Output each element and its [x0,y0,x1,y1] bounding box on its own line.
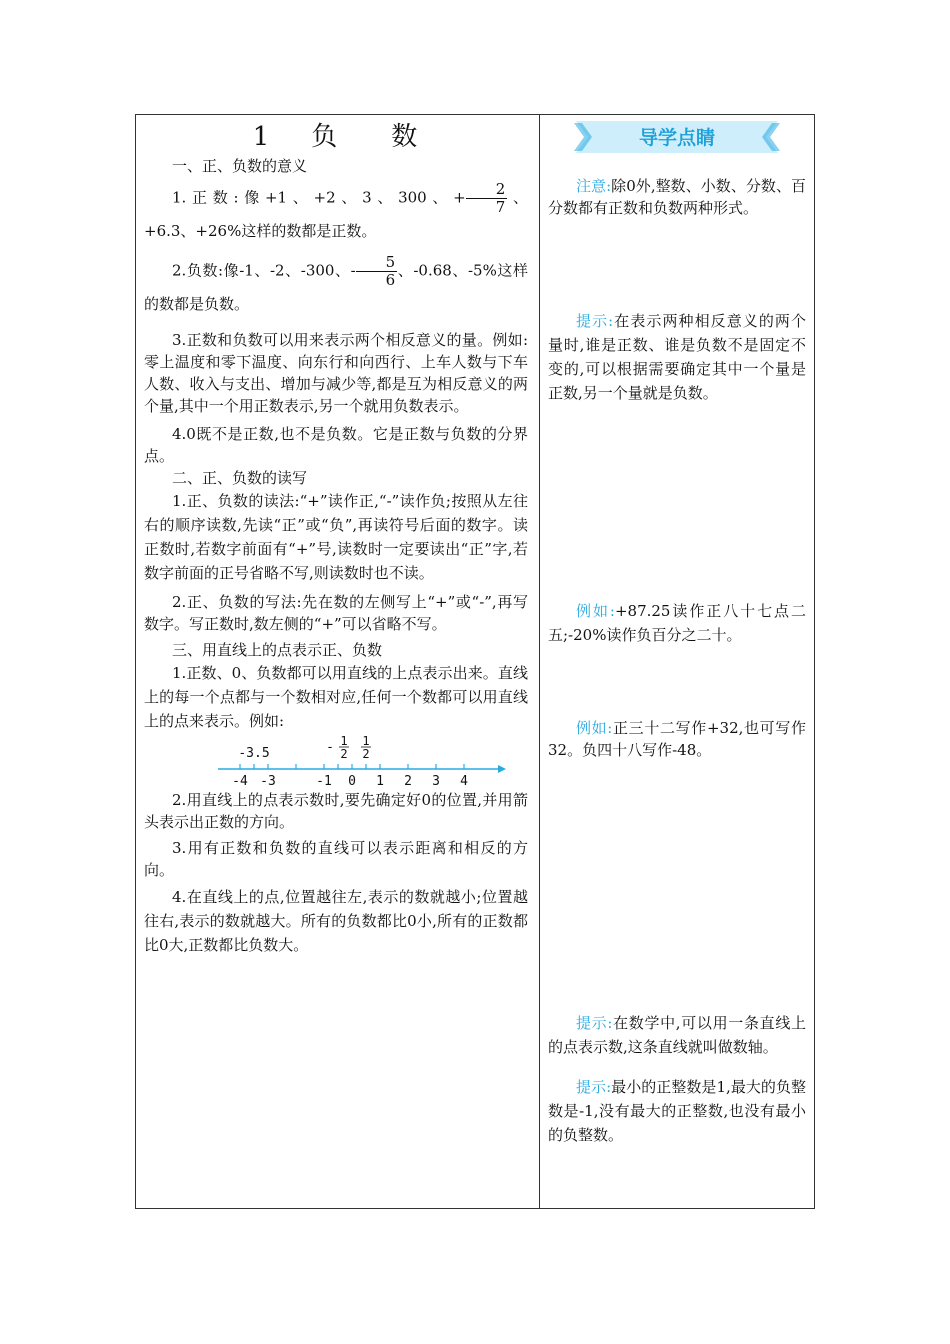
note-example-reading [548,599,806,647]
paragraph-zero-position: 2.用直线上的点表示数时,要先确定好0的位置,并用箭头表示出正数的方向。 [144,791,528,831]
axis-arrow [498,765,506,773]
note-hint-integers [548,1075,806,1147]
banner-shape [572,117,782,157]
note-text: 在数学中,可以用一条直线上的点表示数,这条直线就叫做数轴。 [548,1014,806,1056]
note-label: 提示: [576,1014,613,1032]
paragraph-writing: 2.正、负数的写法:先在数的左侧写上“+”或“-”,再写数字。写正数时,数左侧的“+”可以省略不写。 [144,593,528,633]
paragraph-reading: 1.正、负数的读法:“+”读作正,“-”读作负;按照从左往右的顺序读数,先读“正”或“负”,再读符号后面的数字。读正数时,若数字前面有“+”号,读数时一定要读出“正”字,若数字前面的正号省略不写,则读数时也不读。 [144,492,528,582]
note-hint-opposite [548,309,806,405]
banner-title: 导学点睛 [638,127,716,149]
paragraph-distance-direction: 3.用有正数和负数的直线可以表示距离和相反的方向。 [144,839,528,879]
page-title [144,117,528,157]
note-hint-number-axis [548,1011,806,1059]
fraction-2-7 [466,181,508,216]
minus-sign: - [326,740,334,755]
note-label: 注意: [576,177,612,195]
title-number: 1 [252,122,272,152]
note-attention [548,175,806,219]
number-line-svg [210,733,510,789]
guide-banner [572,117,782,157]
fraction-denominator: 2 [340,747,348,761]
note-label: 例如: [576,602,615,620]
sidebar-notes [548,115,806,1147]
negative-text-b: 、-0.68、-5%这样的数都是负数。 [144,261,528,313]
note-text: 除0外,整数、小数、分数、百分数都有正数和负数两种形式。 [548,177,806,217]
tick-label: 3 [432,774,440,789]
title-char-a: 负 [311,122,340,152]
paragraph-points-on-line: 1.正数、0、负数都可以用直线的上点表示出来。直线上的每一个点都与一个数相对应,任何一个数都可以用直线上的点来表示。例如: [144,664,528,730]
fraction-denominator: 7 [495,198,506,216]
note-text: 最小的正整数是1,最大的负整数是-1,没有最大的正整数,也没有最小的负整数。 [548,1078,806,1144]
tick-label: 4 [460,774,468,789]
positive-text-a: 1.正数:像+1、+2、3、300、+ [172,188,466,207]
paragraph-ordering: 4.在直线上的点,位置越往左,表示的数就越小;位置越往右,表示的数就越大。所有的负数都比0小,所有的正数都比0大,正数都比负数大。 [144,888,528,954]
note-label: 例如: [576,719,613,737]
tick-label: -4 [232,774,248,789]
point-label-minus-3-5: -3.5 [238,746,270,761]
column-divider [539,115,540,1208]
tick-label: 2 [404,774,412,789]
fraction-5-6 [356,254,398,289]
main-column [144,115,528,957]
fraction-denominator: 6 [385,271,396,289]
paragraph-zero: 4.0既不是正数,也不是负数。它是正数与负数的分界点。 [144,425,528,465]
section-heading-2: 二、正、负数的读写 [172,469,308,487]
tick-label: -1 [316,774,332,789]
positive-text-b: 、+6.3、+26%这样的数都是正数。 [144,188,528,240]
paragraph-opposite-quantities: 3.正数和负数可以用来表示两个相反意义的量。例如:零上温度和零下温度、向东行和向西行、上车人数与下车人数、收入与支出、增加与减少等,都是互为相反意义的两个量,其中一个用正数表示,另一个就用负数表示。 [144,331,528,415]
fraction-numerator: 5 [356,254,398,272]
fraction-numerator: 2 [466,181,508,199]
title-char-b: 数 [391,122,420,152]
note-text: +87.25读作正八十七点二五;-20%读作负百分之二十。 [548,602,807,644]
note-text: 在表示两种相反意义的两个量时,谁是正数、谁是负数不是固定不变的,可以根据需要确定其中一个量是正数,另一个量就是负数。 [548,312,806,402]
note-example-writing [548,717,806,761]
section-heading-3: 三、用直线上的点表示正、负数 [172,641,383,659]
fraction-numerator: 1 [362,734,370,748]
tick-label: -3 [260,774,276,789]
note-label: 提示: [576,312,614,330]
tick-label: 1 [376,774,384,789]
fraction-numerator: 1 [340,734,348,748]
paragraph-negative [144,254,528,319]
note-label: 提示: [576,1078,612,1096]
paragraph-positive [144,181,528,246]
content-table [135,114,815,1209]
number-line-example [210,733,528,789]
negative-text-a: 2.负数:像-1、-2、-300、- [172,261,356,280]
note-text: 正三十二写作+32,也可写作32。负四十八写作-48。 [548,719,806,759]
fraction-denominator: 2 [362,747,370,761]
section-heading-1: 一、正、负数的意义 [172,157,308,175]
tick-label: 0 [348,774,356,789]
